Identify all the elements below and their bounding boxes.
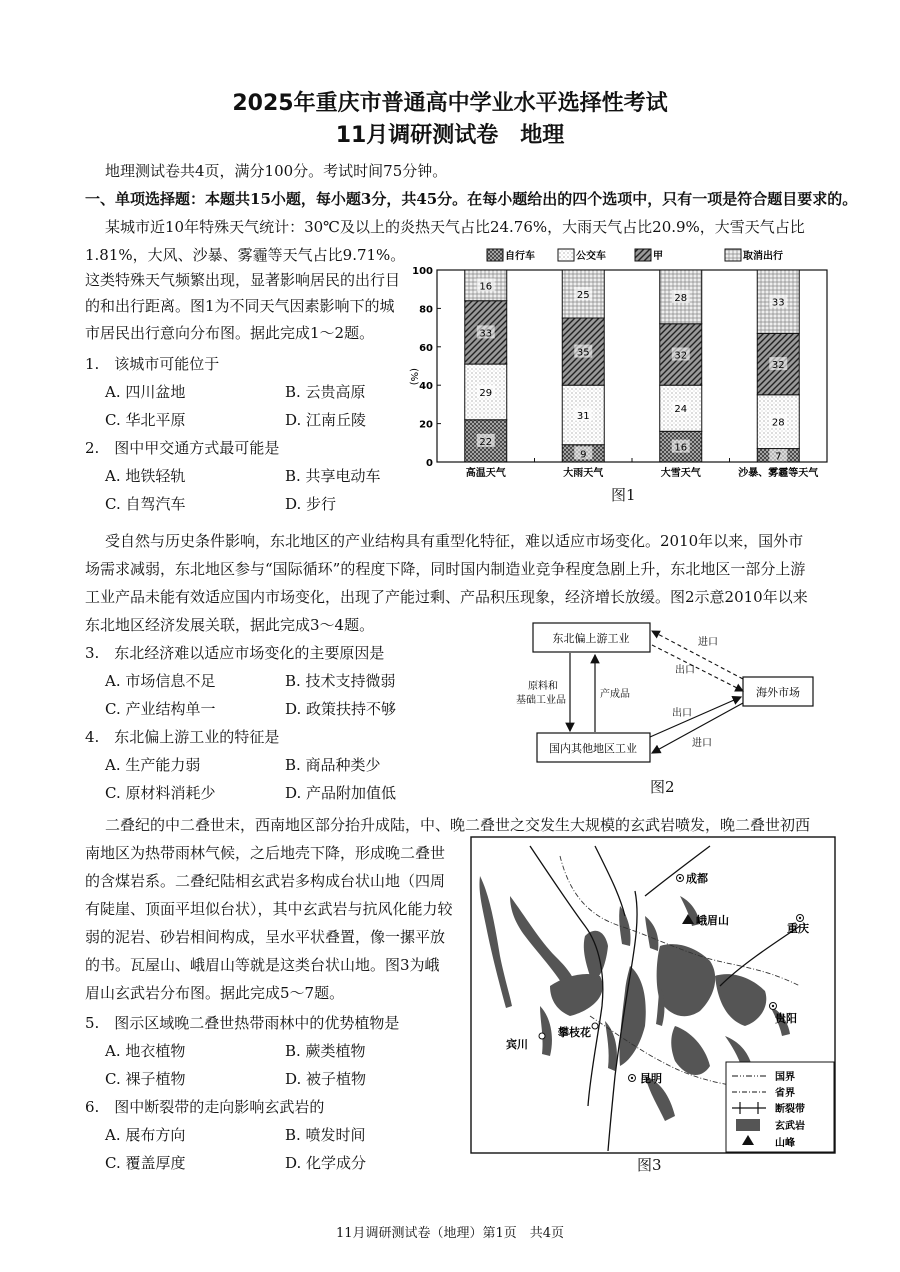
legend-basalt: 玄武岩 [775, 1121, 805, 1132]
x-category-label: 高温天气 [465, 468, 506, 479]
passage1-line1: 某城市近10年特殊天气统计：30℃及以上的炎热天气占比24.76%，大雨天气占比20.9%，大雪天气占比 [105, 218, 805, 236]
question-1-option-c[interactable]: C. 华北平原 [105, 411, 186, 429]
bar-value-label: 24 [674, 404, 688, 416]
bar-value-label: 9 [580, 449, 587, 461]
bar-value-label: 32 [771, 360, 785, 372]
question-3-option-d[interactable]: D. 政策扶持不够 [285, 700, 397, 718]
question-6-option-c[interactable]: C. 覆盖厚度 [105, 1154, 186, 1172]
y-tick-label: 60 [419, 342, 433, 354]
question-2-option-c[interactable]: C. 自驾汽车 [105, 495, 186, 513]
legend-label: 公交车 [576, 251, 606, 262]
question-6-stem: 6. 图中断裂带的走向影响玄武岩的 [85, 1098, 325, 1116]
label-northeast-upstream: 东北偏上游工业 [552, 632, 630, 645]
question-3-option-a[interactable]: A. 市场信息不足 [105, 672, 216, 690]
figure-2-caption: 图2 [650, 778, 675, 796]
question-3-stem: 3. 东北经济难以适应市场变化的主要原因是 [85, 644, 385, 662]
passage1-line2: 1.81%，大风、沙暴、雾霾等天气占比9.71%。 [85, 246, 406, 264]
label-binchuan: 宾川 [506, 1038, 528, 1051]
x-category-label: 大雪天气 [660, 468, 701, 479]
passage2-line3: 工业产品未能有效适应国内市场变化，出现了产能过剩、产品积压现象，经济增长放缓。图2示意2010年以来 [85, 588, 808, 606]
question-6-option-b[interactable]: B. 喷发时间 [285, 1126, 366, 1144]
bar-value-label: 31 [576, 410, 590, 422]
question-2-option-a[interactable]: A. 地铁轻轨 [105, 467, 186, 485]
question-6-option-a[interactable]: A. 展布方向 [105, 1126, 186, 1144]
question-1-option-b[interactable]: B. 云贵高原 [285, 383, 366, 401]
figure-1-chart [395, 240, 835, 510]
exam-subtitle: 11月调研测试卷 地理 [335, 123, 565, 148]
bar-value-label: 29 [479, 387, 493, 399]
question-3-option-c[interactable]: C. 产业结构单一 [105, 700, 216, 718]
question-1-option-a[interactable]: A. 四川盆地 [105, 383, 186, 401]
bar-value-label: 28 [771, 417, 785, 429]
passage3-line2: 南地区为热带雨林气候，之后地壳下降，形成晚二叠世 [85, 844, 446, 862]
label-guiyang: 贵阳 [775, 1012, 797, 1025]
legend-border: 国界 [775, 1072, 795, 1083]
bar-value-label: 16 [479, 281, 493, 293]
label-export2: 出口 [672, 708, 692, 719]
section-heading: 一、单项选择题：本题共15小题，每小题3分，共45分。在每小题给出的四个选项中，只有一项是符合题目要求的。 [85, 190, 858, 208]
passage2-line1: 受自然与历史条件影响，东北地区的产业结构具有重型化特征，难以适应市场变化。2010年以来，国外市 [105, 532, 804, 550]
question-4-stem: 4. 东北偏上游工业的特征是 [85, 728, 280, 746]
question-5-option-b[interactable]: B. 蕨类植物 [285, 1042, 366, 1060]
question-5-stem: 5. 图示区域晚二叠世热带雨林中的优势植物是 [85, 1014, 400, 1032]
figure-3-map [470, 836, 836, 1154]
passage3-line4: 有陡崖、顶面平坦似台状），其中玄武岩与抗风化能力较 [85, 900, 453, 918]
question-3-option-b[interactable]: B. 技术支持微弱 [285, 672, 396, 690]
label-finished: 产成品 [600, 689, 630, 700]
legend-fault: 断裂带 [775, 1104, 805, 1115]
bar-value-label: 35 [576, 347, 590, 359]
question-5-option-d[interactable]: D. 被子植物 [285, 1070, 367, 1088]
x-category-label: 大雨天气 [563, 468, 604, 479]
passage1-line4: 的和出行距离。图1为不同天气因素影响下的城 [85, 297, 395, 315]
y-tick-label: 20 [419, 419, 433, 431]
figure-1-caption: 图1 [611, 486, 636, 504]
question-5-option-a[interactable]: A. 地衣植物 [105, 1042, 186, 1060]
y-axis-label: (%) [408, 368, 419, 386]
legend-label: 自行车 [505, 251, 535, 262]
question-1-stem: 1. 该城市可能位于 [85, 355, 220, 373]
bar-value-label: 28 [674, 292, 688, 304]
passage2-line2: 场需求减弱，东北地区参与“国际循环”的程度下降，同时国内制造业竞争程度急剧上升，东北地区一部分上游 [85, 560, 806, 578]
label-emeishan: 峨眉山 [696, 914, 729, 927]
passage3-line1: 二叠纪的中二叠世末，西南地区部分抬升成陆，中、晚二叠世之交发生大规模的玄武岩喷发，晚二叠世初西 [105, 816, 811, 834]
label-export1: 出口 [675, 665, 695, 676]
legend-label: 取消出行 [743, 251, 783, 262]
bar-value-label: 22 [479, 436, 493, 448]
passage3-line5: 弱的泥岩、砂岩相间构成，呈水平状叠置，像一摞平放 [85, 928, 446, 946]
exam-intro: 地理测试卷共4页，满分100分。考试时间75分钟。 [105, 162, 448, 180]
question-2-option-d[interactable]: D. 步行 [285, 495, 337, 513]
passage3-line3: 的含煤岩系。二叠纪陆相玄武岩多构成台状山地（四周 [85, 872, 446, 890]
exam-title: 2025年重庆市普通高中学业水平选择性考试 [232, 91, 668, 116]
label-raw1: 原料和 [528, 681, 558, 692]
y-tick-label: 40 [419, 381, 433, 393]
question-4-option-a[interactable]: A. 生产能力弱 [105, 756, 201, 774]
page-footer: 11月调研测试卷（地理）第1页 共4页 [335, 1226, 565, 1241]
bar-value-label: 7 [775, 451, 782, 463]
legend-swatch [725, 249, 741, 261]
legend-label: 甲 [653, 251, 663, 262]
passage1-line3: 这类特殊天气频繁出现，显著影响居民的出行目 [85, 271, 401, 289]
passage2-line4: 东北地区经济发展关联，据此完成3～4题。 [85, 616, 375, 634]
question-5-option-c[interactable]: C. 裸子植物 [105, 1070, 186, 1088]
label-overseas-market: 海外市场 [756, 686, 800, 699]
bar-value-label: 25 [576, 290, 590, 301]
legend-swatch [558, 249, 574, 261]
label-raw2: 基础工业品 [516, 695, 566, 706]
question-6-option-d[interactable]: D. 化学成分 [285, 1154, 367, 1172]
bar-value-label: 16 [674, 442, 688, 454]
x-category-label: 沙暴、雾霾等天气 [738, 468, 819, 479]
y-tick-label: 0 [426, 458, 433, 469]
label-kunming: 昆明 [640, 1072, 662, 1085]
question-2-stem: 2. 图中甲交通方式最可能是 [85, 439, 280, 457]
bar-value-label: 33 [771, 297, 785, 309]
label-panzhihua: 攀枝花 [558, 1026, 591, 1039]
passage1-line5: 市居民出行意向分布图。据此完成1～2题。 [85, 324, 375, 342]
y-tick-label: 100 [412, 266, 433, 277]
legend-peak: 山峰 [775, 1138, 795, 1149]
question-1-option-d[interactable]: D. 江南丘陵 [285, 411, 367, 429]
label-chengdu: 成都 [686, 872, 708, 885]
legend-province: 省界 [775, 1088, 795, 1099]
passage3-line7: 眉山玄武岩分布图。据此完成5～7题。 [85, 984, 345, 1002]
passage3-line6: 的书。瓦屋山、峨眉山等就是这类台状山地。图3为峨 [85, 956, 440, 974]
figure-3-caption: 图3 [637, 1156, 662, 1174]
legend-swatch [487, 249, 503, 261]
bar-value-label: 33 [479, 328, 493, 340]
y-tick-label: 80 [419, 304, 433, 316]
legend-swatch [635, 249, 651, 261]
label-chongqing: 重庆 [787, 922, 809, 935]
label-import2: 进口 [692, 738, 712, 749]
arrow-export-domestic [650, 697, 741, 737]
question-4-option-c[interactable]: C. 原材料消耗少 [105, 784, 216, 802]
question-4-option-b[interactable]: B. 商品种类少 [285, 756, 381, 774]
label-domestic-industry: 国内其他地区工业 [549, 742, 637, 755]
figure-2-diagram [500, 615, 840, 775]
question-4-option-d[interactable]: D. 产品附加值低 [285, 784, 397, 802]
label-import1: 进口 [698, 637, 718, 648]
arrow-export-northeast [652, 645, 743, 691]
question-2-option-b[interactable]: B. 共享电动车 [285, 467, 381, 485]
bar-value-label: 32 [674, 350, 688, 362]
